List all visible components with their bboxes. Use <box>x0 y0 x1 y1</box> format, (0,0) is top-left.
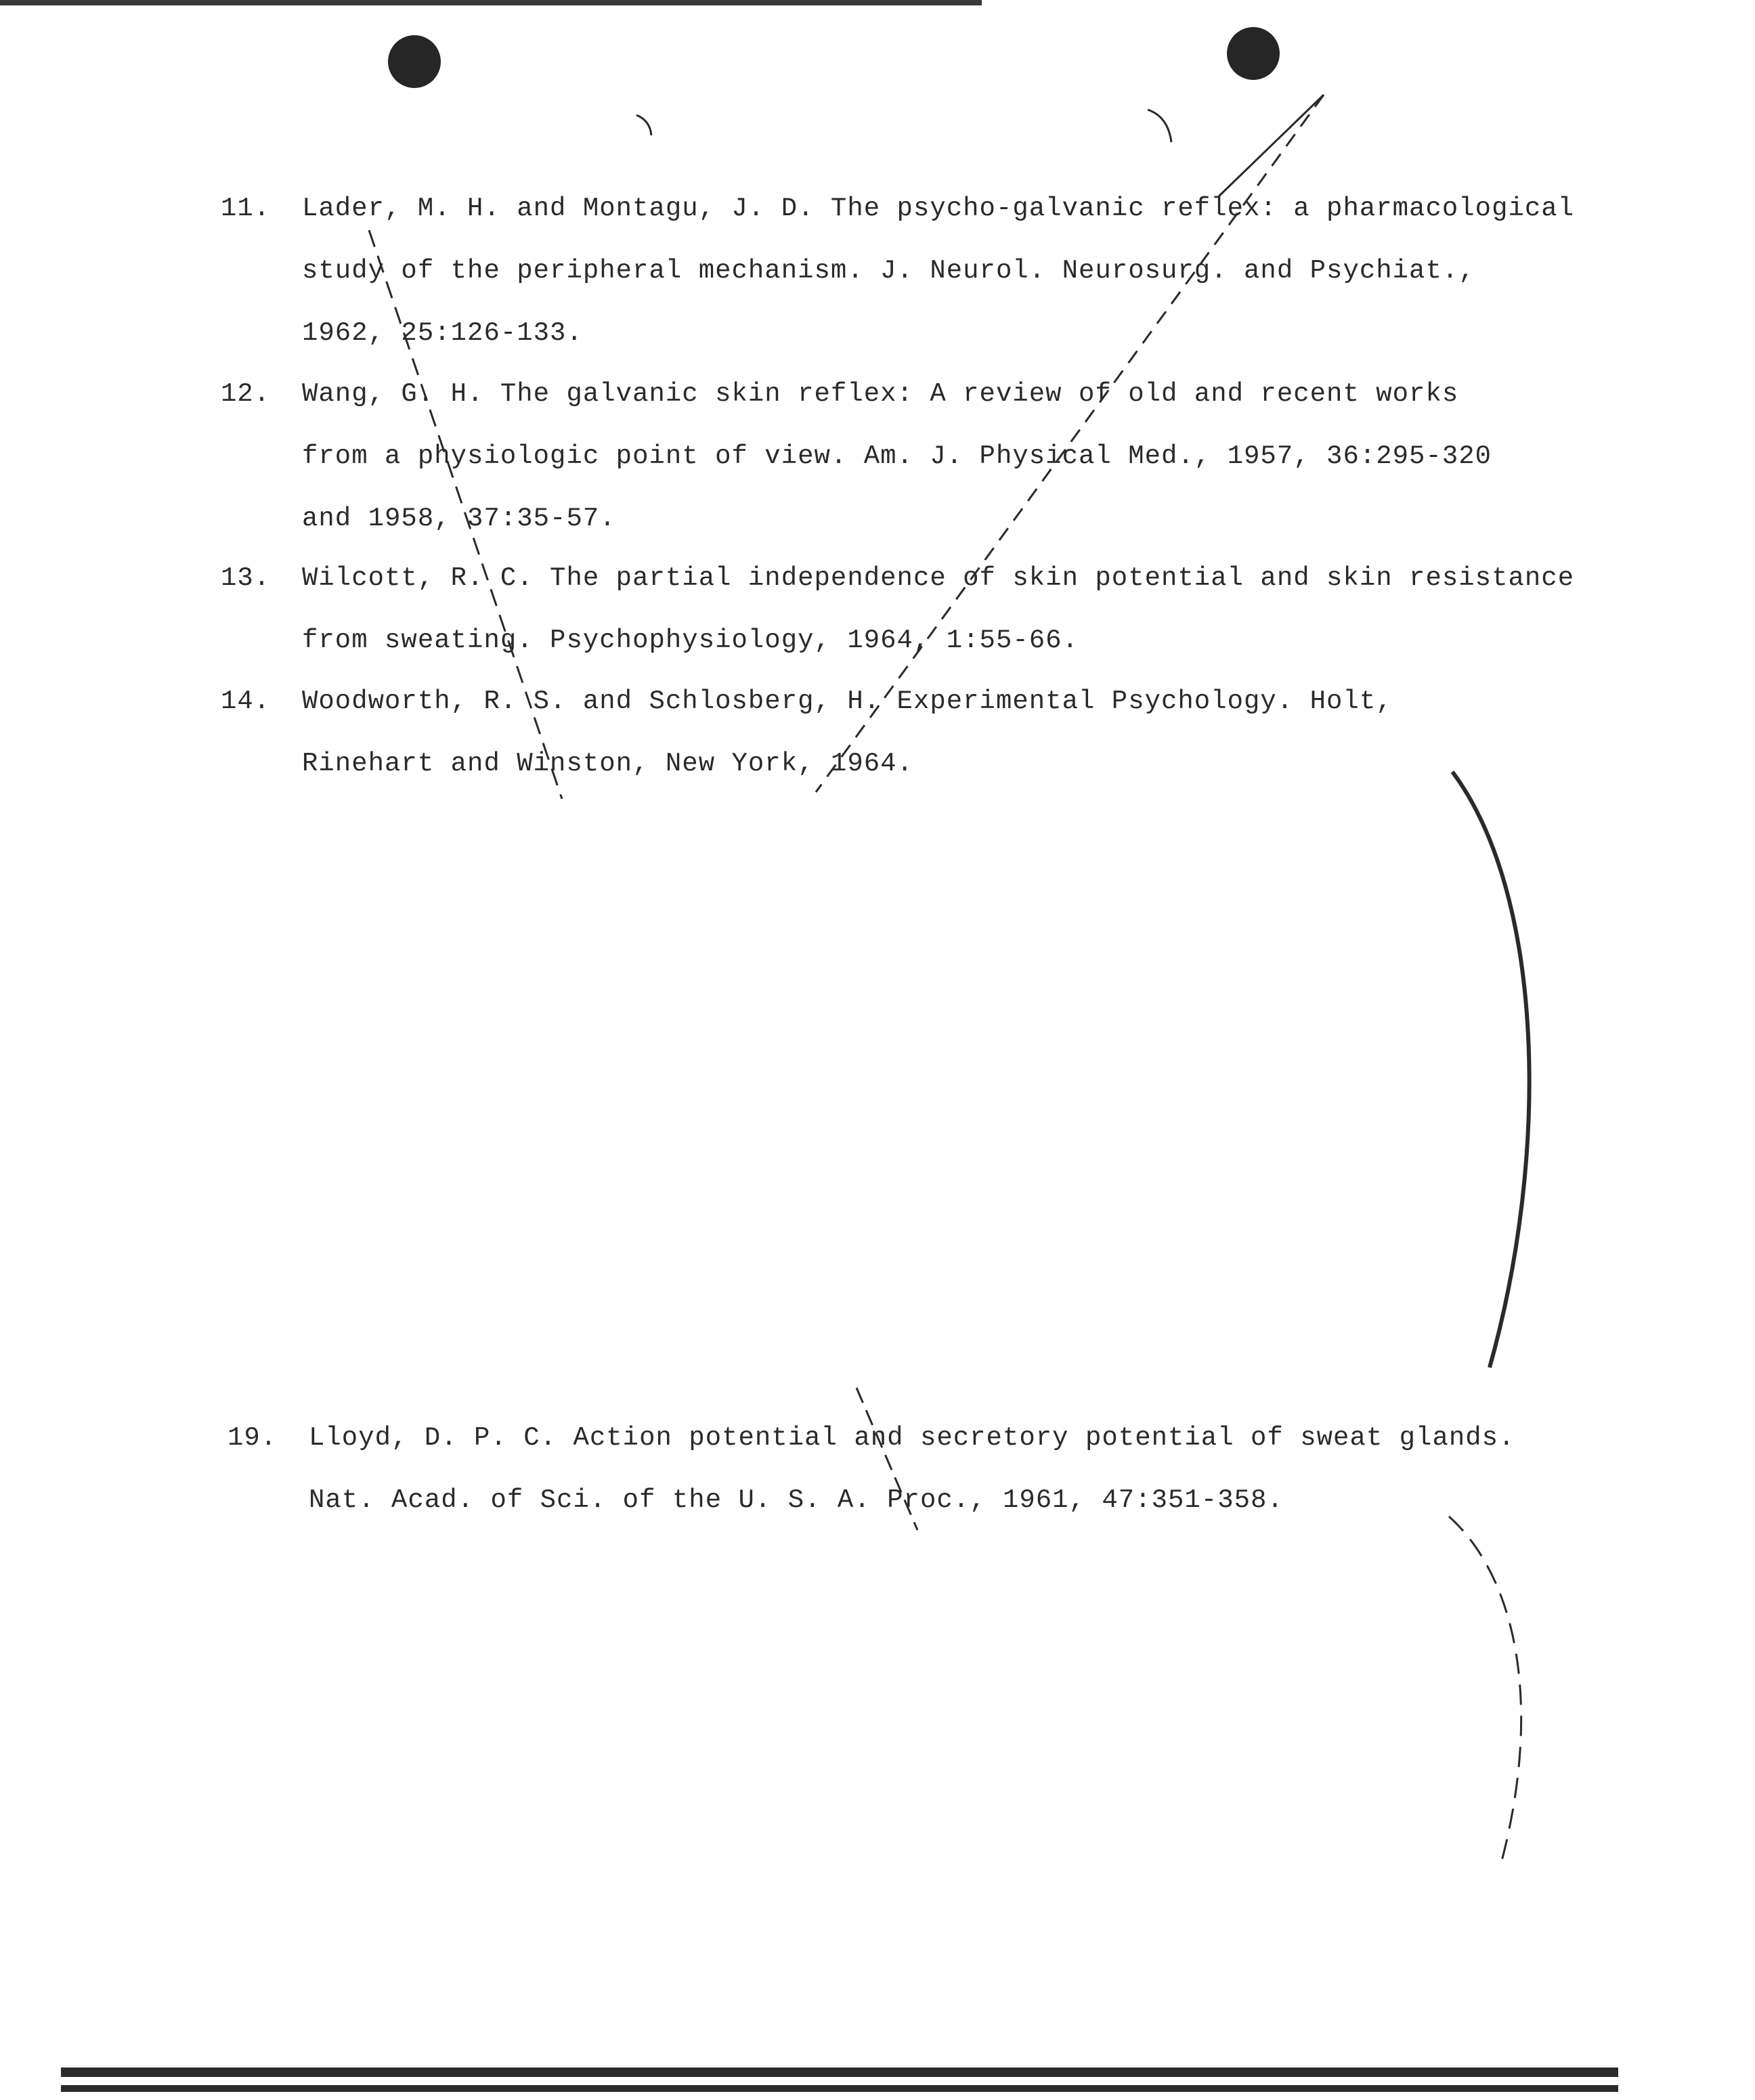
reference-line: and 1958, 37:35-57. <box>302 504 616 533</box>
tick-mark-left <box>636 115 651 135</box>
reference-line: Wang, G. H. The galvanic skin reflex: A review of old and recent works <box>302 379 1459 409</box>
reference-line: from sweating. Psychophysiology, 1964, 1:55-66. <box>302 626 1079 655</box>
reference-number: 14. <box>221 686 271 716</box>
reference-line: Lloyd, D. P. C. Action potential and secretory potential of sweat glands. <box>309 1423 1515 1453</box>
reference-number: 11. <box>221 194 271 223</box>
reference-text <box>302 547 1574 672</box>
reference-line: from a physiologic point of view. Am. J. Physical Med., 1957, 36:295-320 <box>302 441 1492 471</box>
bracket-curve-upper <box>1452 772 1530 1368</box>
reference-number: 12. <box>221 379 271 409</box>
reference-text <box>302 670 1393 795</box>
reference-number: 19. <box>228 1423 278 1453</box>
reference-line: Nat. Acad. of Sci. of the U. S. A. Proc., 1961, 47:351-358. <box>309 1485 1284 1515</box>
reference-text <box>302 363 1492 550</box>
reference-line: Woodworth, R. S. and Schlosberg, H. Experimental Psychology. Holt, <box>302 686 1393 716</box>
reference-line: study of the peripheral mechanism. J. Neurol. Neurosurg. and Psychiat., <box>302 256 1475 286</box>
reference-line: Lader, M. H. and Montagu, J. D. The psycho-galvanic reflex: a pharmacological <box>302 194 1575 223</box>
reference-number: 13. <box>221 563 271 593</box>
reference-line: Wilcott, R. C. The partial independence of skin potential and skin resistance <box>302 563 1575 593</box>
reference-line: Rinehart and Winston, New York, 1964. <box>302 749 913 779</box>
reference-text <box>309 1407 1515 1531</box>
tick-mark-right <box>1148 110 1171 142</box>
reference-line: 1962, 25:126-133. <box>302 318 583 348</box>
reference-text <box>302 177 1574 364</box>
bracket-curve-lower <box>1449 1516 1521 1868</box>
